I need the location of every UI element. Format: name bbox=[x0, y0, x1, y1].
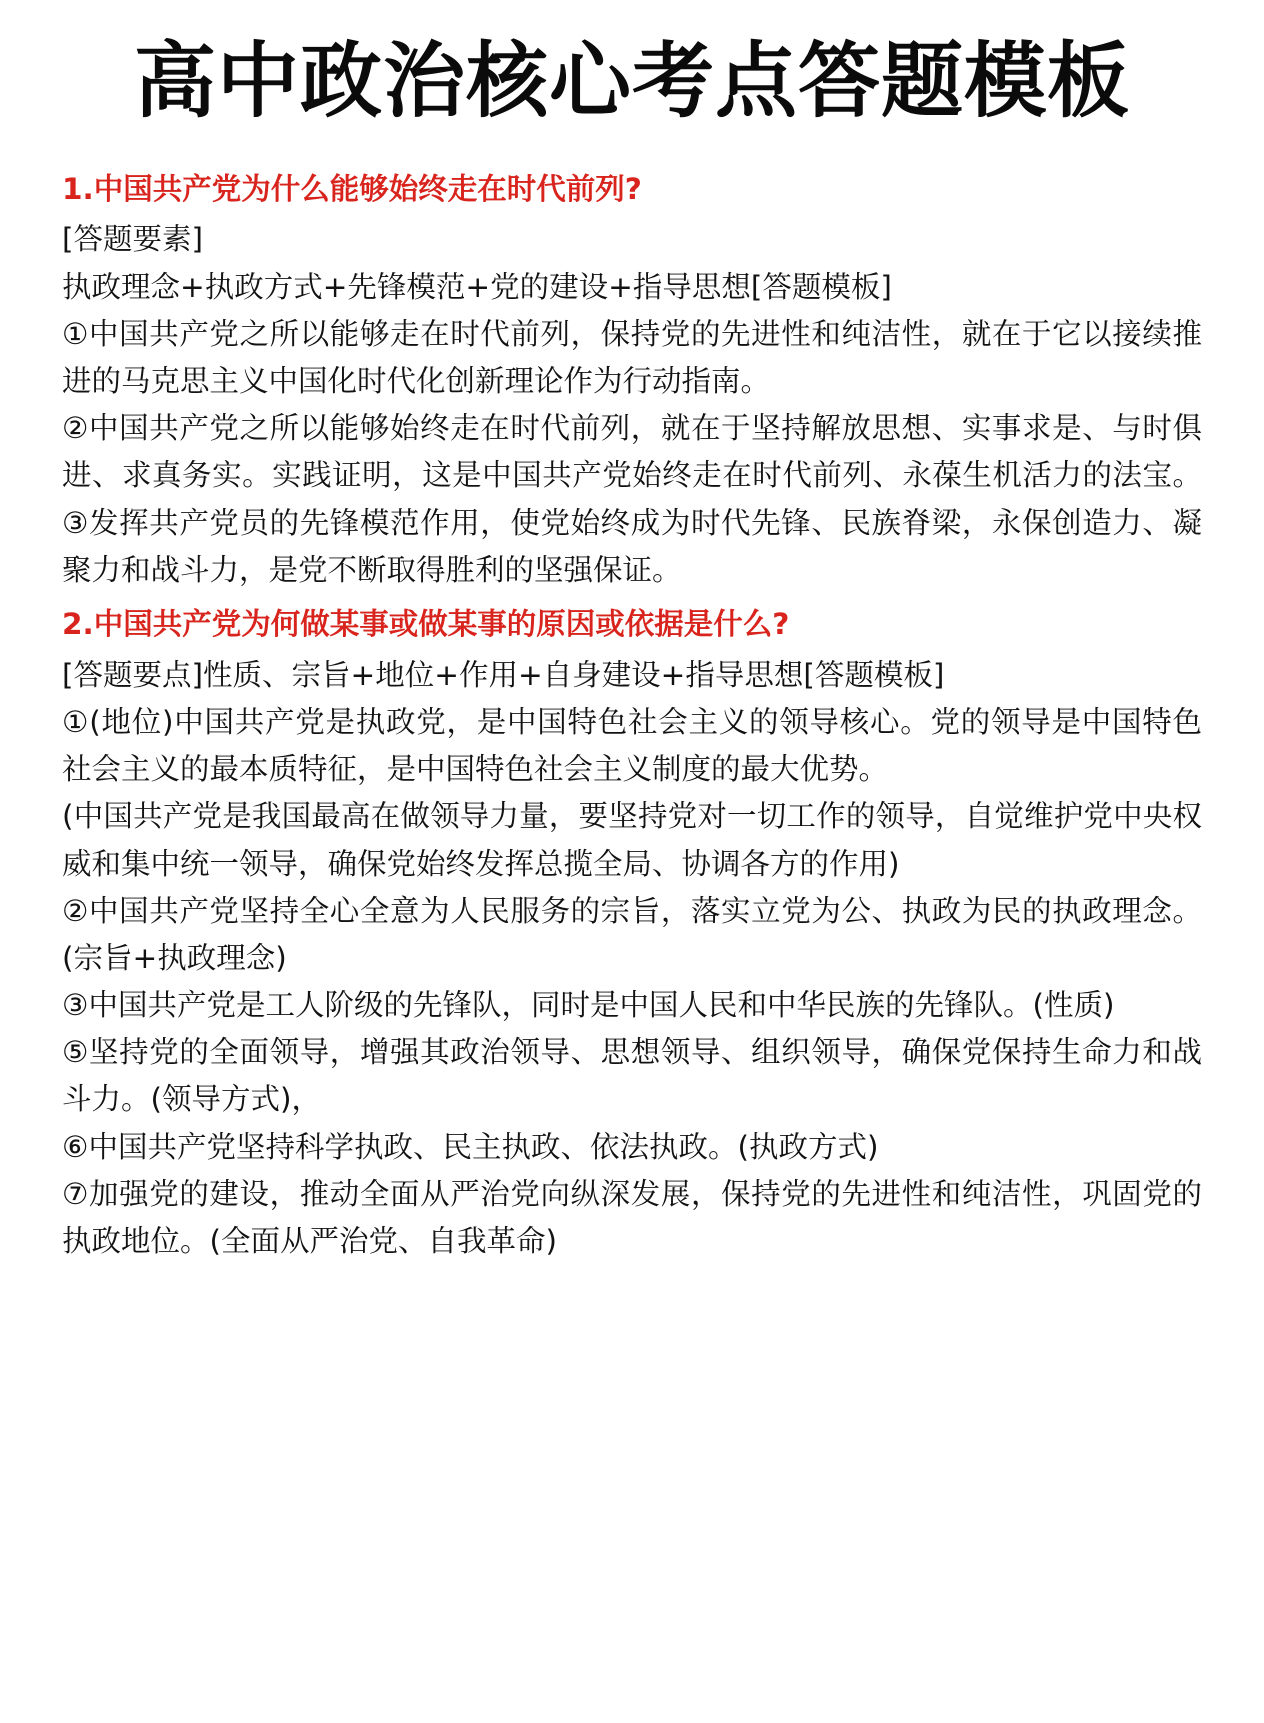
section-1-heading: 1.中国共产党为什么能够始终走在时代前列? bbox=[62, 171, 642, 206]
section-1-paragraph-2: 执政理念+执政方式+先锋模范+党的建设+指导思想[答题模板] bbox=[62, 269, 892, 304]
section-2-paragraph-3: (中国共产党是我国最高在做领导力量，要坚持党对一切工作的领导，自觉维护党中央权威和集中统一领导，确保党始终发挥总揽全局、协调各方的作用) bbox=[62, 799, 1202, 881]
section-1 bbox=[62, 169, 1202, 594]
section-2 bbox=[62, 604, 1202, 1265]
section-1-paragraph-1: [答题要素] bbox=[62, 222, 204, 257]
section-2-paragraph-2: ①(地位)中国共产党是执政党，是中国特色社会主义的领导核心。党的领导是中国特色社会主义的最本质特征，是中国特色社会主义制度的最大优势。 bbox=[62, 704, 1202, 787]
section-2-paragraph-8: ⑦加强党的建设，推动全面从严治党向纵深发展，保持党的先进性和纯洁性，巩固党的执政地位。(全面从严治党、自我革命) bbox=[62, 1176, 1202, 1259]
section-1-paragraph-3: ①中国共产党之所以能够走在时代前列，保持党的先进性和纯洁性，就在于它以接续推进的马克思主义中国化时代化创新理论作为行动指南。 bbox=[62, 316, 1202, 398]
section-2-paragraph-4: ②中国共产党坚持全心全意为人民服务的宗旨，落实立党为公、执政为民的执政理念。(宗旨+执政理念) bbox=[62, 893, 1202, 975]
page-title: 高中政治核心考点答题模板 bbox=[133, 34, 1130, 129]
section-1-paragraph-4: ②中国共产党之所以能够始终走在时代前列，就在于坚持解放思想、实事求是、与时俱进、求真务实。实践证明，这是中国共产党始终走在时代前列、永葆生机活力的法宝。③发挥共产党员的先锋模范作用，使党始终成为时代先锋、民族脊梁，永保创造力、凝聚力和战斗力，是党不断取得胜利的坚强保证。 bbox=[62, 411, 1202, 587]
document-body bbox=[0, 169, 1264, 1266]
section-2-paragraph-6: ⑤坚持党的全面领导，增强其政治领导、思想领导、组织领导，确保党保持生命力和战斗力。(领导方式)， bbox=[62, 1035, 1202, 1117]
section-2-paragraph-1: [答题要点]性质、宗旨+地位+作用+自身建设+指导思想[答题模板] bbox=[62, 657, 945, 692]
section-2-paragraph-5: ③中国共产党是工人阶级的先锋队，同时是中国人民和中华民族的先锋队。(性质) bbox=[62, 988, 1115, 1023]
document-page bbox=[0, 34, 1264, 1723]
section-2-paragraph-7: ⑥中国共产党坚持科学执政、民主执政、依法执政。(执政方式) bbox=[62, 1129, 879, 1164]
section-2-heading: 2.中国共产党为何做某事或做某事的原因或依据是什么? bbox=[62, 606, 790, 641]
